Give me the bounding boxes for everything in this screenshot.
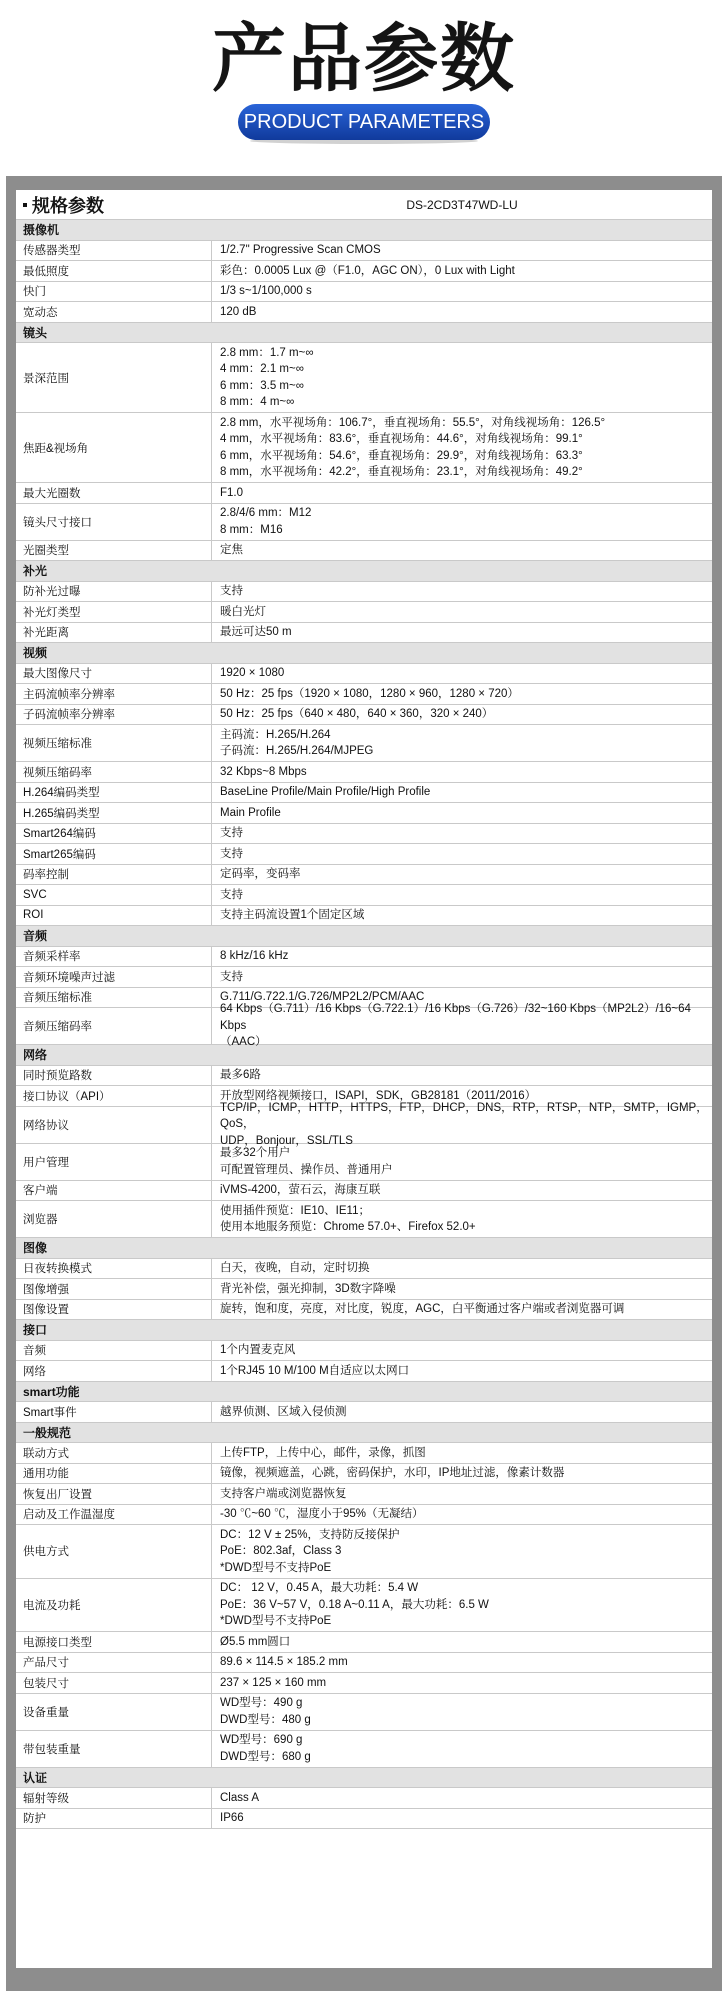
spec-label: H.265编码类型: [16, 803, 212, 823]
spec-row: [16, 664, 712, 685]
spec-label: 最大光圈数: [16, 483, 212, 503]
spec-value-line: 白天，夜晚，自动，定时切换: [220, 1262, 370, 1274]
spec-value-line: PoE：802.3af，Class 3: [220, 1545, 342, 1557]
spec-value: [212, 906, 712, 926]
spec-value: [212, 885, 712, 905]
spec-value-line: 1/3 s~1/100,000 s: [220, 285, 312, 297]
spec-value-line: 定码率，变码率: [220, 868, 301, 880]
spec-value-line: 6 mm，水平视场角：54.6°，垂直视场角：29.9°，对角线视场角：63.3°: [220, 449, 583, 462]
spec-value: [212, 1809, 712, 1829]
spec-row: [16, 483, 712, 504]
spec-value-line: 使用插件预览：IE10、IE11；: [220, 1204, 370, 1217]
spec-row: [16, 241, 712, 262]
section-title: 一般规范: [23, 1425, 72, 1440]
spec-label: 宽动态: [16, 302, 212, 322]
spec-label: 快门: [16, 282, 212, 302]
spec-value: [212, 725, 712, 761]
spec-value-line: Class A: [220, 1791, 259, 1804]
spec-label: 带包装重量: [16, 1731, 212, 1767]
spec-value: [212, 1361, 712, 1381]
spec-value: [212, 1003, 712, 1049]
spec-row: [16, 413, 712, 483]
spec-label: 防护: [16, 1809, 212, 1829]
spec-row: [16, 1279, 712, 1300]
spec-label: 景深范围: [16, 343, 212, 412]
spec-label: 音频压缩标准: [16, 988, 212, 1008]
spec-label: 通用功能: [16, 1464, 212, 1484]
spec-row: [16, 783, 712, 804]
section-title: smart功能: [23, 1384, 80, 1399]
spec-value-line: 2.8 mm，水平视场角：106.7°，垂直视场角：55.5°，对角线视场角：126.5°: [220, 416, 606, 429]
spec-value-line: 1/2.7" Progressive Scan CMOS: [220, 244, 381, 256]
spec-label: 防补光过曝: [16, 582, 212, 602]
spec-row: [16, 1101, 712, 1147]
section-header: [16, 561, 712, 582]
spec-value-line: 2.8/4/6 mm：M12: [220, 507, 312, 519]
spec-value-line: 8 mm，水平视场角：42.2°，垂直视场角：23.1°，对角线视场角：49.2°: [220, 466, 583, 478]
spec-row: [16, 1144, 712, 1181]
spec-value: [212, 623, 712, 643]
spec-label: 客户端: [16, 1181, 212, 1201]
spec-value: [212, 241, 712, 261]
spec-label: 最大图像尺寸: [16, 664, 212, 684]
spec-label: 音频压缩码率: [16, 1008, 212, 1044]
spec-value: [212, 664, 712, 684]
spec-label: 用户管理: [16, 1144, 212, 1180]
spec-value: [212, 582, 712, 602]
spec-value-line: 1920 × 1080: [220, 667, 285, 679]
spec-label: 子码流帧率分辨率: [16, 705, 212, 725]
spec-value-line: DC：12 V ± 25%，支持防反接保护: [220, 1528, 400, 1541]
spec-value-line: 越界侦测、区域入侵侦测: [220, 1405, 347, 1418]
spec-value: [212, 541, 712, 561]
spec-row: [16, 1484, 712, 1505]
spec-row: [16, 1731, 712, 1768]
spec-label: 音频: [16, 1341, 212, 1361]
spec-value: [212, 302, 712, 322]
spec-row: [16, 1003, 712, 1049]
spec-label: ROI: [16, 906, 212, 926]
spec-value-line: 最远可达50 m: [220, 626, 292, 638]
spec-value: [212, 282, 712, 302]
spec-value-line: 237 × 125 × 160 mm: [220, 1676, 327, 1689]
spec-value-line: 8 mm：M16: [220, 523, 283, 536]
spec-value: [212, 602, 712, 622]
spec-value-line: 89.6 × 114.5 × 185.2 mm: [220, 1656, 348, 1668]
spec-row: [16, 1341, 712, 1362]
spec-value-line: -30 ℃~60 ℃，湿度小于95%（无凝结）: [220, 1508, 424, 1520]
spec-label: 主码流帧率分辨率: [16, 684, 212, 704]
spec-value-line: IP66: [220, 1812, 244, 1824]
spec-value-line: 支持: [220, 827, 243, 839]
spec-value-line: PoE：36 V~57 V，0.18 A~0.11 A，最大功耗：6.5 W: [220, 1598, 489, 1611]
spec-value-line: *DWD型号不支持PoE: [220, 1561, 332, 1574]
spec-value-line: 8 kHz/16 kHz: [220, 950, 289, 962]
spec-row: [16, 261, 712, 282]
spec-row: [16, 1673, 712, 1694]
spec-label: 设备重量: [16, 1694, 212, 1730]
spec-row: [16, 1809, 712, 1830]
spec-value-line: 子码流：H.265/H.264/MJPEG: [220, 745, 374, 757]
spec-rows: [16, 220, 712, 1829]
spec-value-line: *DWD型号不支持PoE: [220, 1615, 332, 1627]
spec-value: [212, 1484, 712, 1504]
spec-label: SVC: [16, 885, 212, 905]
spec-value: [212, 1181, 712, 1201]
spec-label: 启动及工作温湿度: [16, 1505, 212, 1525]
spec-value: [212, 1673, 712, 1693]
spec-label: 网络协议: [16, 1107, 212, 1143]
spec-label: 供电方式: [16, 1525, 212, 1578]
spec-value-line: 彩色：0.0005 Lux @（F1.0，AGC ON），0 Lux with Light: [220, 264, 515, 277]
spec-row: [16, 1694, 712, 1731]
spec-value-line: 支持主码流设置1个固定区域: [220, 909, 365, 921]
spec-table-heading: [16, 190, 212, 219]
spec-row: [16, 343, 712, 413]
spec-value: [212, 1653, 712, 1673]
spec-row: [16, 967, 712, 988]
spec-value: [212, 483, 712, 503]
spec-value-line: iVMS-4200，萤石云，海康互联: [220, 1184, 381, 1196]
spec-value-line: 64 Kbps（G.711）/16 Kbps（G.722.1）/16 Kbps（G.726）/32~160 Kbps（MP2L2）/16~64 Kbps: [220, 1003, 691, 1032]
spec-row: [16, 684, 712, 705]
spec-row: [16, 602, 712, 623]
spec-label: 传感器类型: [16, 241, 212, 261]
spec-value: [212, 705, 712, 725]
spec-value-line: 定焦: [220, 544, 243, 556]
spec-value-line: 32 Kbps~8 Mbps: [220, 765, 307, 778]
spec-value: [212, 1066, 712, 1086]
spec-row: [16, 824, 712, 845]
spec-value: [212, 844, 712, 864]
page-header: [0, 0, 728, 176]
spec-value-line: G.711/G.722.1/G.726/MP2L2/PCM/AAC: [220, 991, 425, 1003]
spec-value-line: 支持: [220, 888, 243, 901]
spec-value-line: 4 mm：2.1 m~∞: [220, 363, 304, 375]
spec-row: [16, 906, 712, 927]
spec-label: 图像设置: [16, 1300, 212, 1320]
spec-row: [16, 1443, 712, 1464]
spec-row: [16, 762, 712, 783]
spec-row: [16, 1361, 712, 1382]
spec-row: [16, 1201, 712, 1238]
spec-label: 电流及功耗: [16, 1579, 212, 1632]
section-title: 网络: [23, 1048, 48, 1063]
section-title: 图像: [23, 1241, 48, 1256]
spec-value: [212, 504, 712, 540]
spec-value-line: Main Profile: [220, 806, 281, 819]
spec-row: [16, 1505, 712, 1526]
spec-value: [212, 1402, 712, 1422]
spec-value-line: 1个RJ45 10 M/100 M自适应以太网口: [220, 1364, 410, 1377]
bullet-icon: [23, 203, 27, 207]
spec-label: 最低照度: [16, 261, 212, 281]
spec-label: 联动方式: [16, 1443, 212, 1463]
spec-value: [212, 1201, 712, 1237]
spec-value-line: DWD型号：480 g: [220, 1713, 311, 1726]
spec-value: [212, 1731, 712, 1767]
spec-value: [212, 684, 712, 704]
spec-value-line: 支持客户端或浏览器恢复: [220, 1487, 347, 1500]
spec-row: [16, 1402, 712, 1423]
spec-value-line: （AAC）: [220, 1036, 267, 1049]
spec-value: [212, 1788, 712, 1808]
spec-value-line: 最多6路: [220, 1069, 261, 1081]
spec-label: 光圈类型: [16, 541, 212, 561]
spec-row: [16, 725, 712, 762]
spec-heading-text: 规格参数: [32, 195, 104, 216]
spec-value-line: 使用本地服务预览：Chrome 57.0+、Firefox 52.0+: [220, 1221, 476, 1233]
spec-value: [212, 1259, 712, 1279]
spec-row: [16, 1525, 712, 1579]
spec-value-line: WD型号：690 g: [220, 1734, 303, 1746]
spec-value-line: TCP/IP，ICMP，HTTP，HTTPS，FTP，DHCP，DNS，RTP，RTSP，NTP，SMTP，IGMP，QoS，: [220, 1101, 708, 1131]
spec-value-line: 4 mm，水平视场角：83.6°，垂直视场角：44.6°，对角线视场角：99.1°: [220, 433, 583, 445]
spec-value-line: 6 mm：3.5 m~∞: [220, 379, 304, 392]
spec-value: [212, 1443, 712, 1463]
spec-value-line: 支持: [220, 970, 243, 983]
spec-value-line: 上传FTP，上传中心，邮件，录像，抓图: [220, 1446, 426, 1459]
section-header: [16, 926, 712, 947]
section-header: [16, 1768, 712, 1789]
section-header: [16, 1238, 712, 1259]
spec-row: [16, 1300, 712, 1321]
spec-value-line: 50 Hz：25 fps（1920 × 1080，1280 × 960，1280 × 720）: [220, 687, 519, 700]
section-header: [16, 1423, 712, 1444]
spec-row: [16, 623, 712, 644]
spec-value-line: 1个内置麦克风: [220, 1344, 296, 1356]
spec-label: 音频采样率: [16, 947, 212, 967]
spec-label: 电源接口类型: [16, 1632, 212, 1652]
spec-row: [16, 504, 712, 541]
spec-label: 包装尺寸: [16, 1673, 212, 1693]
spec-value-line: DWD型号：680 g: [220, 1750, 311, 1763]
spec-value-line: 支持: [220, 585, 243, 597]
section-header: [16, 643, 712, 664]
section-title: 补光: [23, 564, 48, 579]
section-header: [16, 1382, 712, 1403]
spec-value-line: 开放型网络视频接口，ISAPI，SDK，GB28181（2011/2016）: [220, 1089, 537, 1102]
spec-row: [16, 1653, 712, 1674]
spec-value-line: 120 dB: [220, 305, 257, 318]
spec-value: [212, 1694, 712, 1730]
spec-row: [16, 1259, 712, 1280]
spec-value-line: Ø5.5 mm圆口: [220, 1635, 291, 1648]
section-header: [16, 220, 712, 241]
spec-table: [16, 190, 712, 1968]
spec-label: H.264编码类型: [16, 783, 212, 803]
spec-value: [212, 1464, 712, 1484]
spec-value-line: 背光补偿，强光抑制，3D数字降噪: [220, 1282, 396, 1295]
spec-value-line: 支持: [220, 847, 243, 860]
spec-label: 码率控制: [16, 865, 212, 885]
section-title: 摄像机: [23, 223, 60, 238]
spec-row: [16, 705, 712, 726]
spec-value-line: DC： 12 V，0.45 A，最大功耗：5.4 W: [220, 1582, 419, 1594]
spec-value: [212, 1579, 712, 1632]
spec-value: [212, 1525, 712, 1578]
spec-label: Smart264编码: [16, 824, 212, 844]
page-title: 产品参数: [212, 16, 516, 102]
spec-label: 音频环境噪声过滤: [16, 967, 212, 987]
model-number: DS-2CD3T47WD-LU: [406, 197, 518, 212]
spec-table-header: [16, 190, 712, 220]
spec-label: 恢复出厂设置: [16, 1484, 212, 1504]
spec-row: [16, 885, 712, 906]
spec-label: Smart事件: [16, 1402, 212, 1422]
spec-value: [212, 762, 712, 782]
spec-row: [16, 803, 712, 824]
spec-label: 焦距&视场角: [16, 413, 212, 482]
spec-label: 图像增强: [16, 1279, 212, 1299]
spec-label: 同时预览路数: [16, 1066, 212, 1086]
spec-row: [16, 844, 712, 865]
spec-label: 网络: [16, 1361, 212, 1381]
spec-value: [212, 865, 712, 885]
spec-value-line: 镜像，视频遮盖，心跳，密码保护，水印，IP地址过滤，像素计数器: [220, 1467, 565, 1479]
spec-value-line: 2.8 mm：1.7 m~∞: [220, 346, 314, 359]
spec-label: 视频压缩标准: [16, 725, 212, 761]
spec-value: [212, 783, 712, 803]
spec-value: [212, 1632, 712, 1652]
spec-value: [212, 824, 712, 844]
spec-row: [16, 865, 712, 886]
spec-value-line: 旋转，饱和度，亮度，对比度，锐度，AGC，白平衡通过客户端或者浏览器可调: [220, 1303, 625, 1315]
spec-value-line: 50 Hz：25 fps（640 × 480，640 × 360，320 × 240）: [220, 708, 494, 720]
spec-value: [212, 1101, 712, 1147]
spec-row: [16, 541, 712, 562]
spec-value-line: UDP，Bonjour，SSL/TLS: [220, 1134, 353, 1147]
section-title: 视频: [23, 646, 48, 661]
spec-label: 辐射等级: [16, 1788, 212, 1808]
spec-row: [16, 1632, 712, 1653]
spec-value: [212, 1279, 712, 1299]
spec-label: 补光灯类型: [16, 602, 212, 622]
section-header: [16, 323, 712, 344]
spec-label: Smart265编码: [16, 844, 212, 864]
spec-value-line: WD型号：490 g: [220, 1697, 303, 1709]
spec-value: [212, 947, 712, 967]
spec-value-line: 8 mm：4 m~∞: [220, 396, 295, 408]
spec-row: [16, 282, 712, 303]
spec-value-line: 可配置管理员、操作员、普通用户: [220, 1163, 393, 1176]
spec-row: [16, 1788, 712, 1809]
spec-label: 日夜转换模式: [16, 1259, 212, 1279]
spec-value-line: 最多32个用户: [220, 1147, 291, 1159]
spec-value: [212, 967, 712, 987]
spec-value: [212, 803, 712, 823]
spec-label: 接口协议（API）: [16, 1086, 212, 1106]
spec-value-line: BaseLine Profile/Main Profile/High Profile: [220, 786, 431, 798]
subtitle-badge: PRODUCT PARAMETERS: [238, 104, 490, 140]
spec-value: [212, 1144, 712, 1180]
spec-label: 镜头尺寸接口: [16, 504, 212, 540]
section-title: 音频: [23, 929, 48, 944]
section-title: 镜头: [23, 325, 48, 340]
spec-value: [212, 1300, 712, 1320]
spec-value: [212, 343, 712, 412]
spec-row: [16, 1066, 712, 1087]
spec-value: [212, 1341, 712, 1361]
section-title: 接口: [23, 1323, 48, 1338]
spec-value-line: 主码流：H.265/H.264: [220, 728, 331, 741]
spec-label: 产品尺寸: [16, 1653, 212, 1673]
spec-row: [16, 1181, 712, 1202]
spec-label: 视频压缩码率: [16, 762, 212, 782]
spec-value-line: F1.0: [220, 486, 244, 499]
spec-row: [16, 1579, 712, 1633]
spec-value: [212, 413, 712, 482]
spec-row: [16, 302, 712, 323]
section-header: [16, 1320, 712, 1341]
spec-label: 浏览器: [16, 1201, 212, 1237]
spec-label: 补光距离: [16, 623, 212, 643]
spec-row: [16, 582, 712, 603]
spec-row: [16, 947, 712, 968]
spec-row: [16, 1464, 712, 1485]
spec-value-line: 暖白光灯: [220, 605, 266, 618]
section-title: 认证: [23, 1770, 48, 1785]
spec-value: [212, 261, 712, 281]
spec-value: [212, 1505, 712, 1525]
